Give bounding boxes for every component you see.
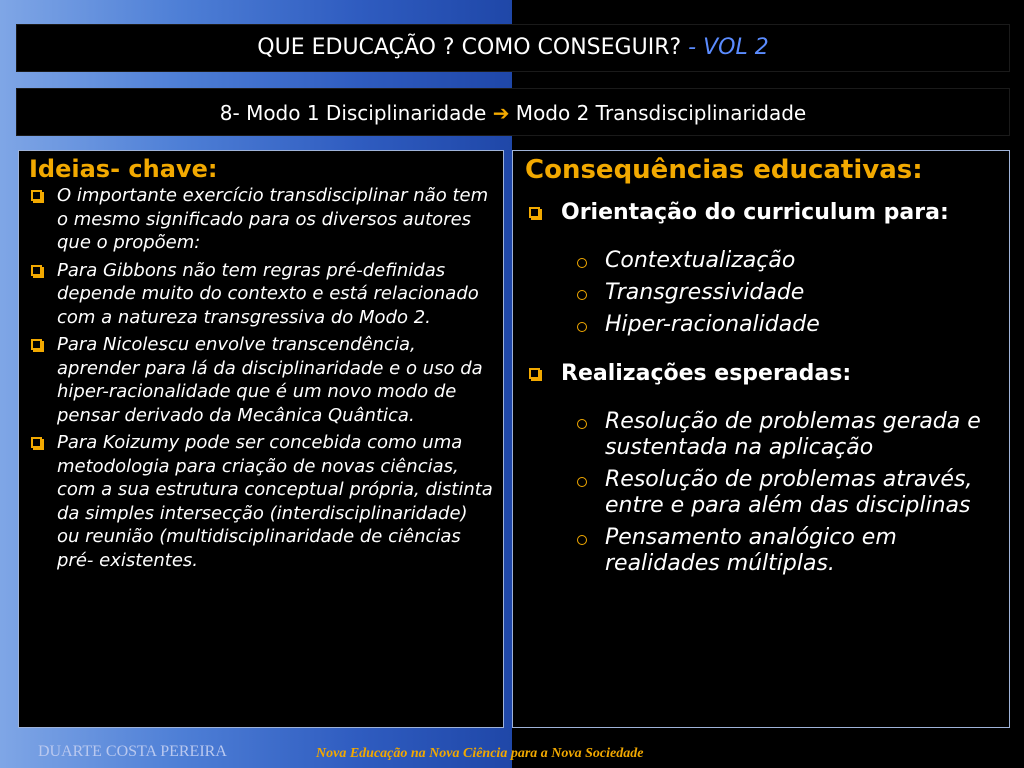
volume-label: - VOL 2 [688, 35, 769, 60]
subtitle-part1: 8- Modo 1 Disciplinaridade [219, 101, 493, 125]
page-title: QUE EDUCAÇÃO ? COMO CONSEGUIR? [257, 35, 689, 60]
list-item-text: O importante exercício transdisciplinar não tem o mesmo significado para os diversos autores que o propõem: [57, 185, 489, 253]
subtitle-part2: Modo 2 Transdisciplinaridade [509, 101, 807, 125]
footer-author: DUARTE COSTA PEREIRA [38, 743, 227, 760]
checkbox-bullet-icon [31, 190, 42, 201]
list-item [525, 525, 1001, 577]
circle-bullet-icon [577, 477, 587, 487]
expected-results-label: Realizações esperadas: [561, 361, 852, 386]
key-ideas-list [29, 184, 495, 572]
list-item [525, 409, 1001, 461]
checkbox-bullet-icon [31, 265, 42, 276]
consequences-heading: Consequências educativas: [525, 155, 923, 185]
list-item-text: Contextualização [605, 248, 796, 273]
subtitle-bar [16, 88, 1010, 136]
curriculum-section [525, 199, 1001, 226]
list-item [525, 312, 1001, 338]
circle-bullet-icon [577, 322, 587, 332]
list-item-text: Para Nicolescu envolve transcendência, aprender para lá da disciplinaridade e o uso da hiper-racionalidade que é um novo modo de pensar derivado da Mecânica Quântica. [57, 334, 483, 426]
circle-bullet-icon [577, 419, 587, 429]
list-item [29, 259, 495, 330]
list-item-text: Hiper-racionalidade [605, 312, 820, 337]
circle-bullet-icon [577, 258, 587, 268]
list-item [525, 248, 1001, 274]
footer-tagline: Nova Educação na Nova Ciência para a Nova Sociedade [316, 746, 644, 761]
circle-bullet-icon [577, 535, 587, 545]
curriculum-label: Orientação do curriculum para: [561, 200, 949, 225]
key-ideas-heading: Ideias- chave: [29, 155, 218, 183]
checkbox-bullet-icon [529, 368, 540, 379]
expected-results-list [525, 409, 1001, 577]
checkbox-bullet-icon [529, 207, 540, 218]
list-item-text: Para Gibbons não tem regras pré-definidas depende muito do contexto e está relacionado com a natureza transgressiva do Modo 2. [57, 259, 479, 328]
list-item [525, 280, 1001, 306]
consequences-panel [512, 150, 1010, 728]
circle-bullet-icon [577, 290, 587, 300]
list-item [29, 184, 495, 255]
expected-results-section [525, 360, 1001, 387]
list-item-text: Transgressividade [605, 280, 805, 305]
checkbox-bullet-icon [31, 339, 42, 350]
list-item-text: Resolução de problemas gerada e sustentada na aplicação [605, 409, 981, 460]
list-item [525, 467, 1001, 519]
curriculum-list [525, 248, 1001, 338]
list-item [29, 333, 495, 427]
list-item [29, 431, 495, 572]
list-item-text: Pensamento analógico em realidades múltiplas. [605, 525, 897, 576]
key-ideas-panel [18, 150, 504, 728]
list-item-text: Resolução de problemas através, entre e para além das disciplinas [605, 467, 973, 518]
list-item-text: Para Koizumy pode ser concebida como uma metodologia para criação de novas ciências, com a sua estrutura conceptual própria, distinta da simples intersecção (interdisciplinaridade) ou reunião (multidisciplinaridade de ciências pré- existentes. [57, 432, 493, 571]
checkbox-bullet-icon [31, 437, 42, 448]
title-bar [16, 24, 1010, 72]
arrow-right-icon: ➔ [492, 101, 510, 125]
